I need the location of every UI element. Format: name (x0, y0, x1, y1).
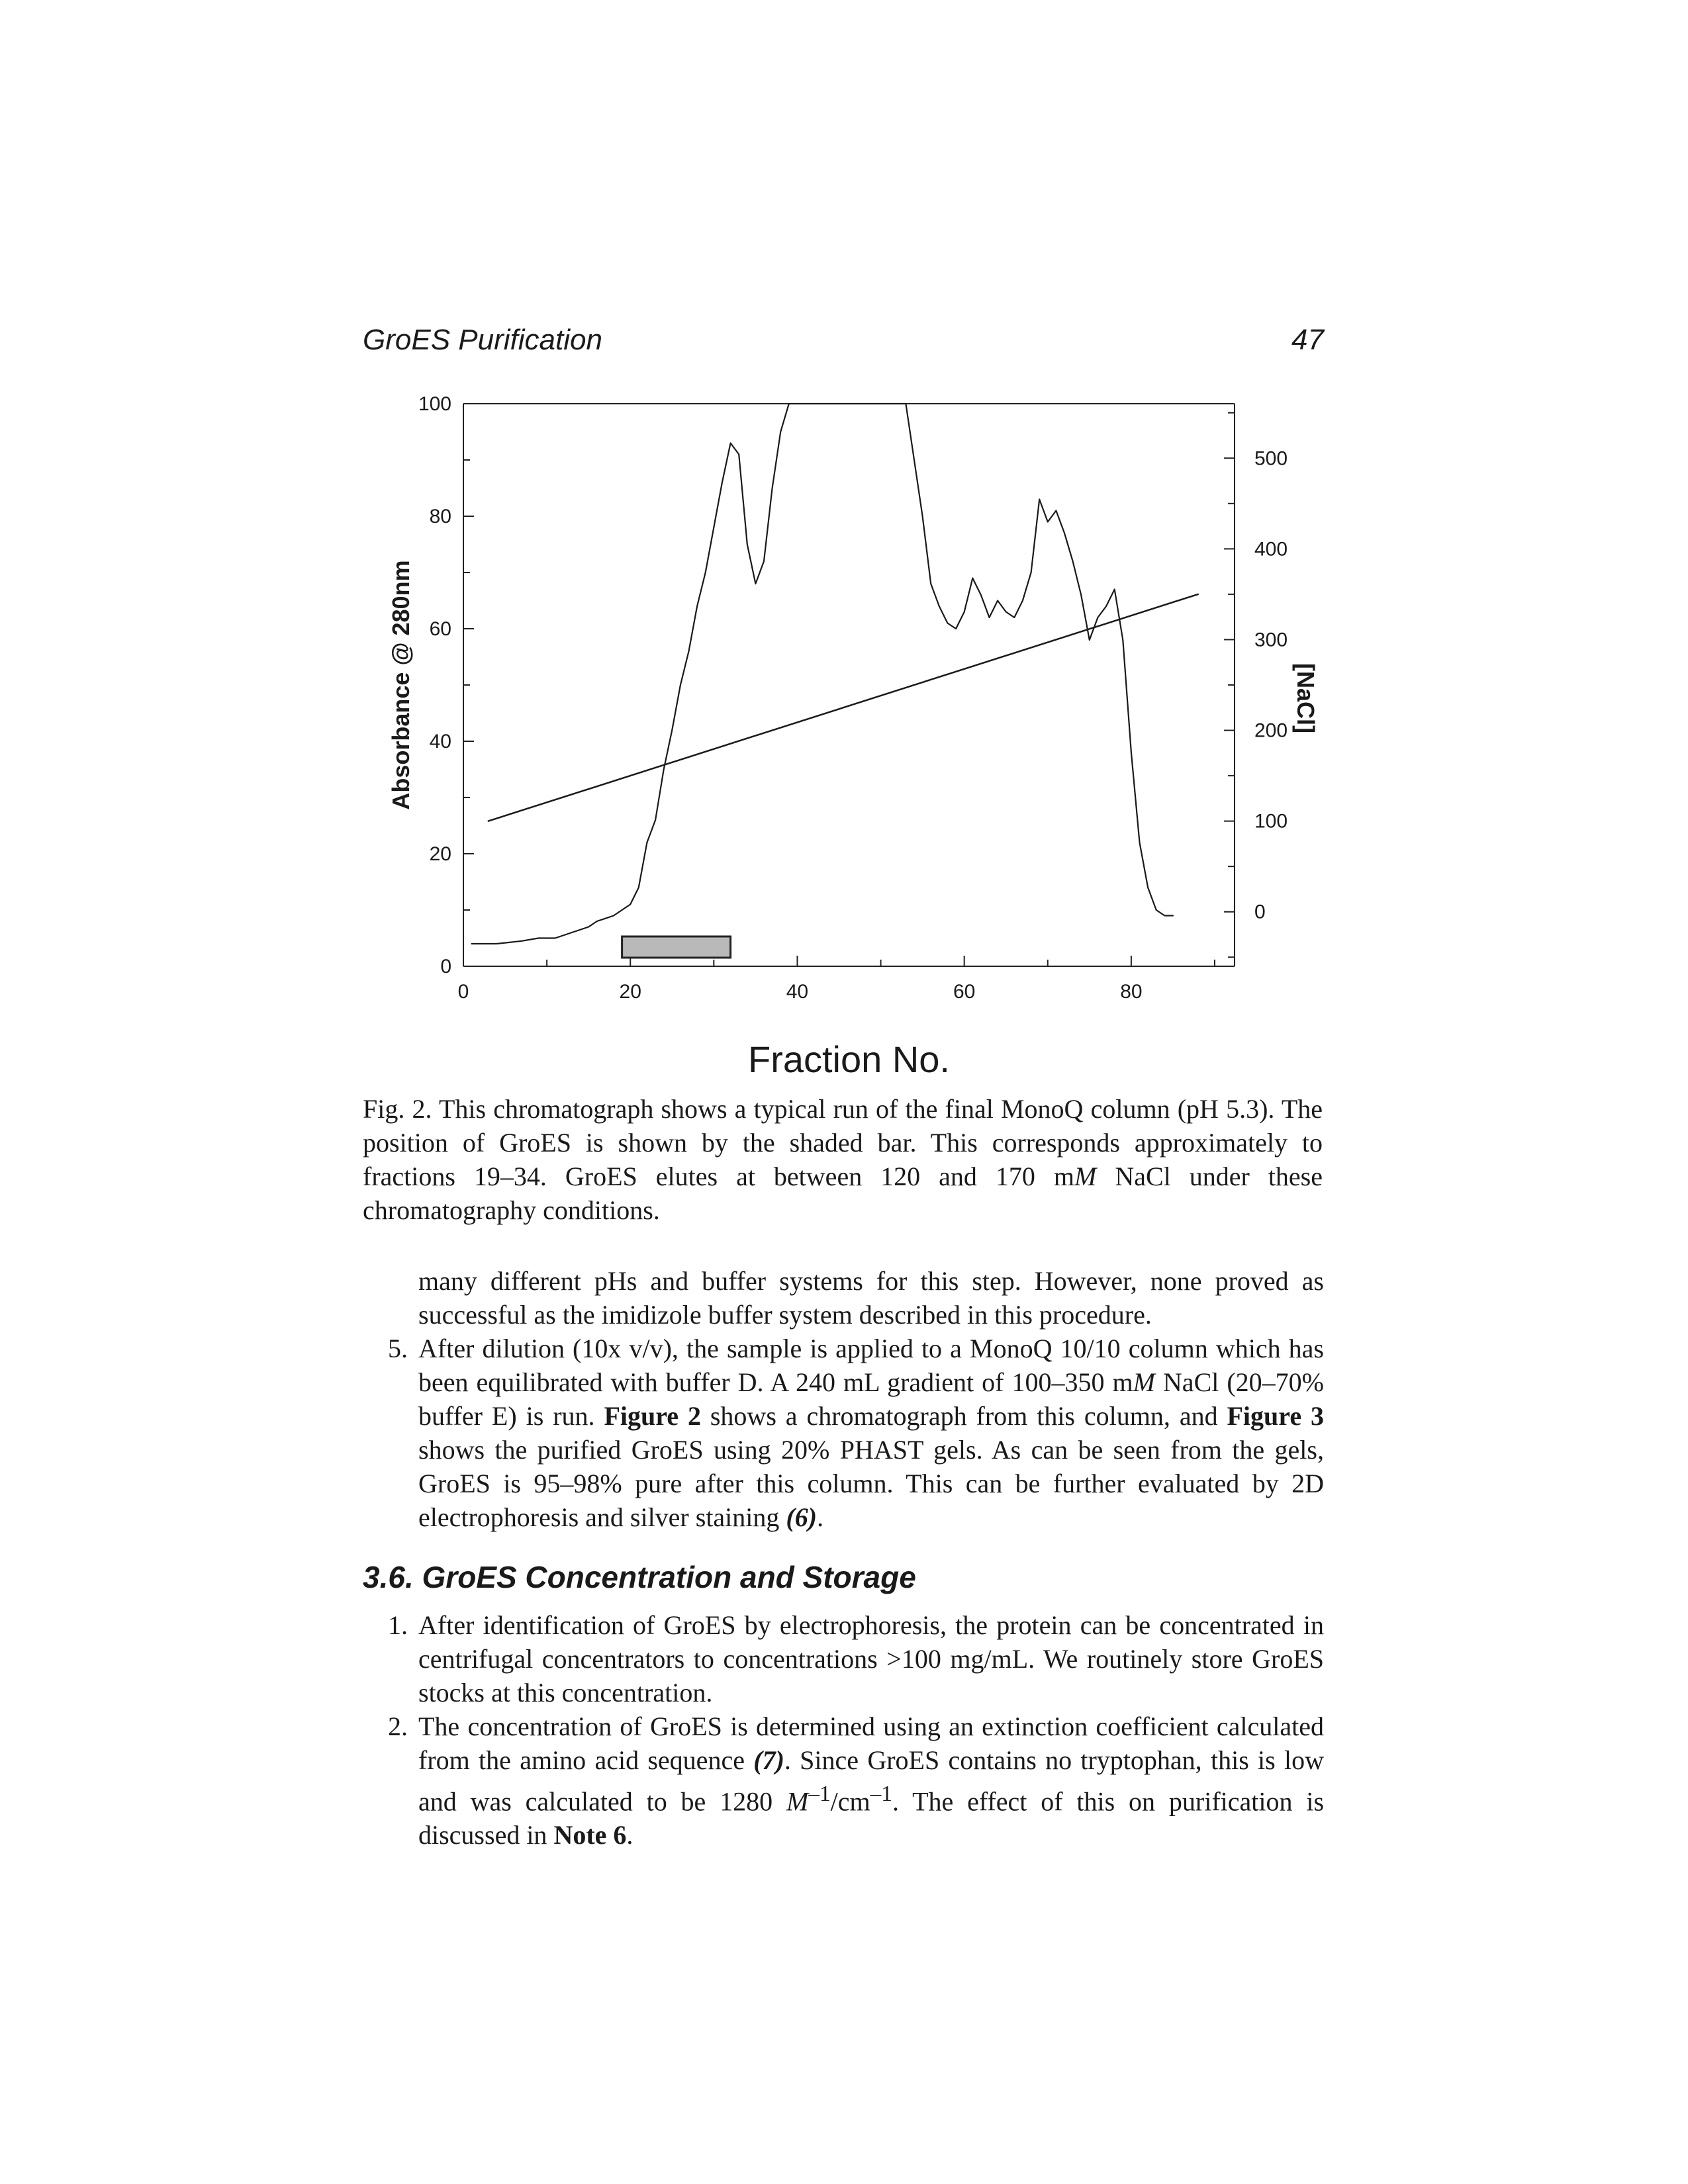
list-number: 5. (388, 1334, 408, 1363)
y2-tick-label: 100 (1254, 810, 1288, 833)
item2-text-1: The concentration of GroES is determined using an extinction coefficient calculated from the amino acid sequence (418, 1711, 1324, 1775)
section-heading: 3.6. GroES Concentration and Storage (363, 1560, 916, 1594)
chromatograph-chart (357, 384, 1331, 1085)
y2-axis-title: [NaCl] (1292, 663, 1319, 733)
y-tick-label: 60 (429, 618, 451, 640)
list-number: 1. (388, 1610, 408, 1640)
superscript-2: –1 (870, 1782, 892, 1806)
step5-unit: M (1133, 1367, 1155, 1397)
item2-text-4: . (626, 1820, 633, 1850)
y-tick-label: 80 (429, 506, 451, 527)
caption-label: Fig. 2. (363, 1094, 432, 1124)
y2-tick-label: 500 (1254, 447, 1288, 470)
citation-7: (7) (753, 1745, 784, 1775)
citation-6: (6) (786, 1502, 818, 1532)
nacl-gradient-line (489, 594, 1198, 821)
item1-text: After identification of GroES by electrophoresis, the protein can be concentrated in centrifugal concentrators to concentrations >100 mg/mL. We routinely store GroES stocks at this concentration. (418, 1610, 1324, 1707)
y2-tick-label: 0 (1254, 901, 1266, 923)
caption-text-end: NaCl under these chromatography conditions. (363, 1161, 1323, 1225)
x-tick-label: 60 (953, 981, 976, 1003)
unit-molar: M (786, 1786, 809, 1817)
x-tick-label: 80 (1120, 981, 1143, 1003)
groes-shaded-bar (622, 936, 731, 958)
step5-text-2: NaCl (20–70% buffer E) is run. (418, 1367, 1325, 1431)
x-tick-label: 20 (619, 981, 641, 1003)
procedure-continuation (363, 1264, 1324, 1534)
list-item-2 (363, 1709, 1324, 1852)
y2-tick-label: 300 (1254, 629, 1288, 651)
x-tick-label: 40 (786, 981, 809, 1003)
note-6-reference: Note 6 (553, 1820, 627, 1850)
continuation-text: many different pHs and buffer systems for this step. However, none proved as successful as the imidizole buffer system described in this procedure. (418, 1266, 1324, 1330)
y-tick-label: 20 (429, 843, 451, 865)
y2-tick-label: 400 (1254, 538, 1288, 561)
item2-text-3: . The effect of this on purification is discussed in (418, 1786, 1325, 1850)
x-tick-label: 0 (457, 981, 469, 1003)
y-axis-title: Absorbance @ 280nm (387, 560, 414, 810)
caption-unit: M (1074, 1161, 1097, 1191)
list-number: 2. (388, 1711, 408, 1741)
page-number: 47 (1291, 324, 1324, 356)
continuation-paragraph (363, 1264, 1324, 1332)
x-axis-title: Fraction No. (748, 1038, 950, 1080)
step5-text-4: shows the purified GroES using 20% PHAST gels. As can be seen from the gels, GroES is 95–98% pure after this column. This can be further evaluated by 2D electrophoresis and silver staining (418, 1435, 1324, 1532)
section-3-6-list (363, 1608, 1324, 1852)
step5-text-1: After dilution (10x v/v), the sample is applied to a MonoQ 10/10 column which has been equilibrated with buffer D. A 240 mL gradient of 100–350 m (418, 1334, 1324, 1397)
caption-text: This chromatograph shows a typical run of the final MonoQ column (pH 5.3). The position of GroES is shown by the shaded bar. This corresponds approximately to fractions 19–34. GroES elutes at between 120 and 170 m (363, 1094, 1323, 1191)
y-tick-label: 40 (429, 731, 451, 752)
y-tick-label: 100 (418, 393, 451, 415)
chromatograph-figure (357, 384, 1331, 1085)
y-tick-label: 0 (440, 956, 451, 978)
unit-cm: /cm (830, 1786, 870, 1817)
figure-caption (363, 1092, 1323, 1227)
list-item-step-5 (363, 1332, 1324, 1534)
step5-text-5: . (817, 1502, 824, 1532)
item2-text-2: . Since GroES contains no tryptophan, this is low and was calculated to be 1280 (418, 1745, 1325, 1817)
y2-tick-label: 200 (1254, 719, 1288, 742)
step5-text-3: shows a chromatograph from this column, and (700, 1401, 1227, 1431)
figure-2-reference: Figure 2 (604, 1401, 701, 1431)
running-title: GroES Purification (363, 324, 602, 356)
superscript-1: –1 (808, 1782, 831, 1806)
absorbance-trace (472, 404, 1173, 944)
list-item-1 (363, 1608, 1324, 1709)
figure-3-reference: Figure 3 (1227, 1401, 1324, 1431)
